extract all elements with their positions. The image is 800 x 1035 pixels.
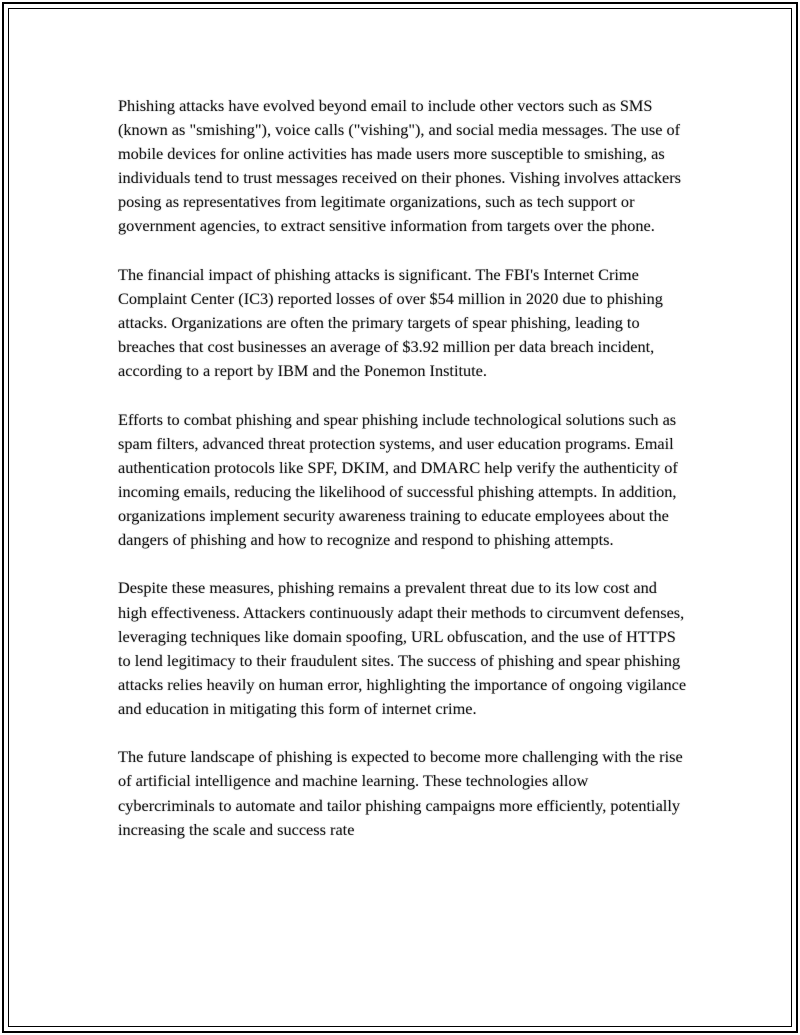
document-body xyxy=(118,94,688,866)
paragraph-persistent-threat: Despite these measures, phishing remains a prevalent threat due to its low cost and high effectiveness. Attackers continuously adapt their methods to circumvent defenses, leveraging techniques like domain spoofing, URL obfuscation, and the use of HTTPS to lend legitimacy to their fraudulent sites. The success of phishing and spear phishing attacks relies heavily on human error, highlighting the importance of ongoing vigilance and education in mitigating this form of internet crime. xyxy=(118,578,687,718)
paragraph-financial-impact: The financial impact of phishing attacks is significant. The FBI's Internet Crime Complaint Center (IC3) reported losses of over $54 million in 2020 due to phishing attacks. Organizations are often the primary targets of spear phishing, leading to breaches that cost businesses an average of $3.92 million per data breach incident, according to a report by IBM and the Ponemon Institute. xyxy=(118,264,663,381)
paragraph-countermeasures: Efforts to combat phishing and spear phishing include technological solutions such as spam filters, advanced threat protection systems, and user education programs. Email authentication protocols like SPF, DKIM, and DMARC help verify the authenticity of incoming emails, reducing the likelihood of successful phishing attempts. In addition, organizations implement security awareness training to educate employees about the dangers of phishing and how to recognize and respond to phishing attempts. xyxy=(118,409,678,550)
paragraph-future-landscape: The future landscape of phishing is expected to become more challenging with the rise of artificial intelligence and machine learning. These technologies allow cybercriminals to automate and tailor phishing campaigns more efficiently, potentially increasing the scale and success rate xyxy=(118,747,683,839)
paragraph-mobile-phishing-vectors: Phishing attacks have evolved beyond email to include other vectors such as SMS (known as "smishing"), voice calls ("vishing"), and social media messages. The use of mobile devices for online activities has made users more susceptible to smishing, as individuals tend to trust messages received on their phones. Vishing involves attackers posing as representatives from legitimate organizations, such as tech support or government agencies, to extract sensitive information from targets over the phone. xyxy=(118,96,682,236)
